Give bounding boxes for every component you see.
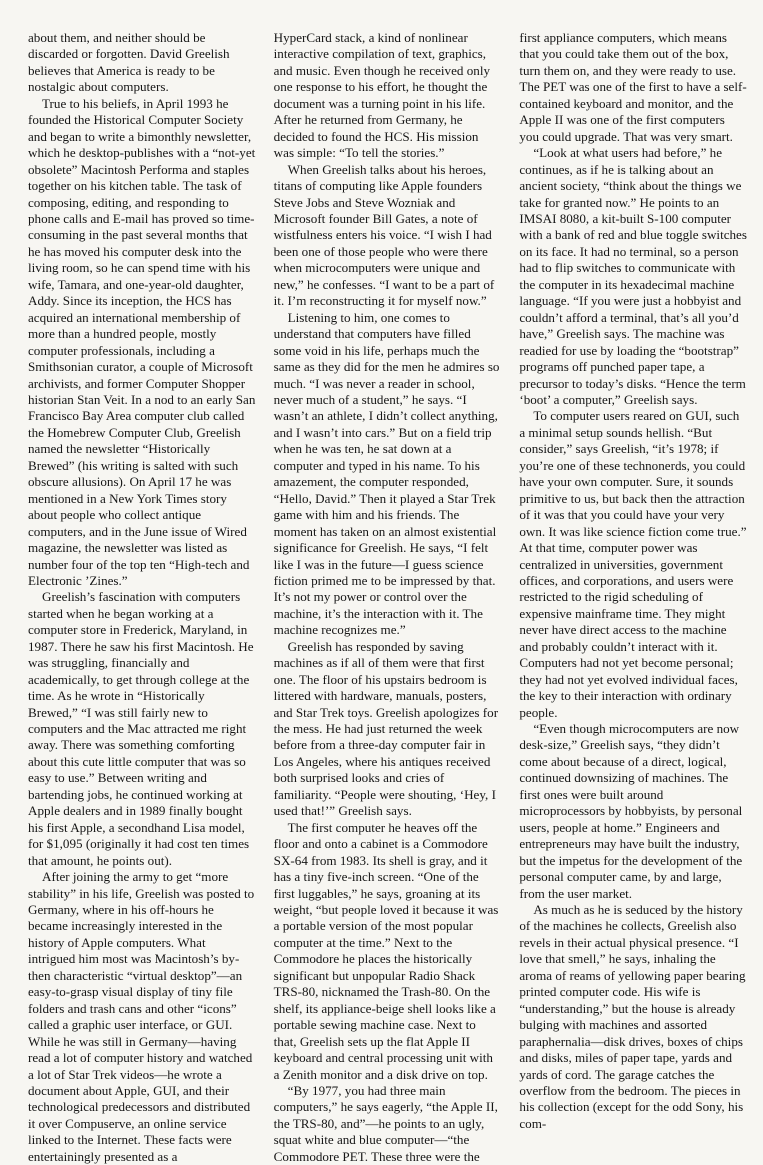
paragraph: True to his beliefs, in April 1993 he founded the Historical Computer Society and began to write a bimonthly newsletter, which he desktop-publishes with a “not-yet obsolete” Macintosh Performa and staples together on his kitchen table. The task of composing, editing, and responding to phone calls and E-mail has proved so time-consuming in the past several months that he has moved his computer desk into the living room, so he can spend time with his wife, Tamara, and one-year-old daughter, Addy. Since its inception, the HCS has acquired an international membership of more than a hundred people, mostly computer professionals, including a Smithsonian curator, a couple of Microsoft archivists, and former Computer Shopper historian Stan Veit. In a nod to an early San Francisco Bay Area computer club called the Homebrew Computer Club, Greelish named the newsletter “Historically Brewed” (his writing is salted with such obscure allusions). On April 17 he was mentioned in a New York Times story about people who collect antique computers, and in the June issue of Wired magazine, the newsletter was listed as number four of the top ten “High-tech and Electronic ’Zines.” bbox=[28, 95, 256, 588]
paragraph: After joining the army to get “more stability” in his life, Greelish was posted to Germany, where in his off-hours he became increasingly interested in the history of Apple computers. What intrigued him most was Macintosh’s by-then characteristic “virtual desktop”—an easy-to-grasp visual display of tiny file folders and trash cans and other “icons” called a graphic user interface, or GUI. While he was still in Germany—having read a lot of computer history and watched a lot of Star Trek videos—he wrote a document about Apple, GUI, and their technological predecessors and distributed it over Compuserve, an online service linked to the Internet. These facts were entertainingly presented as a bbox=[28, 869, 255, 1164]
paragraph: Greelish has responded by saving machines as if all of them were that first one. The floor of his upstairs bedroom is littered with hardware, manuals, posters, and Star Trek toys. Greelish apologizes for the mess. He had just returned the week before from a three-day computer fair in Los Angeles, where his antiques received both surprised looks and cries of familiarity. “People were shouting, ‘Hey, I used that!’” Greelish says. bbox=[273, 638, 499, 819]
paragraph: “Look at what users had before,” he continues, as if he is talking about an ancient society, “think about the things we take for granted now.” He points to an IMSAI 8080, a kit-built S-100 computer with a bank of red and blue toggle switches on its face. It had no terminal, so a person had to flip switches to communicate with the computer in its hexadecimal machine language. “If you were just a hobbyist and couldn’t afford a terminal, that’s all you’d have,” Greelish says. The machine was readied for use by loading the “bootstrap” programs off punched paper tape, a precursor to today’s disks. “Hence the term ‘boot’ a computer,” Greelish says. bbox=[519, 145, 747, 407]
paragraph: The first computer he heaves off the floor and onto a cabinet is a Commodore SX-64 from 1983. Its shell is gray, and it has a tiny five-inch screen. “One of the first luggables,” he says, groaning at its weight, “but people loved it because it was a portable version of the most popular computer at the time.” Next to the Commodore he places the historically significant but unpopular Radio Shack TRS-80, nicknamed the Trash-80. On the shelf, its appliance-beige shell looks like a portable sewing machine case. Next to that, Greelish sets up the flat Apple II keyboard and central processing unit with a Zenith monitor and a disk drive on top. bbox=[273, 819, 499, 1082]
column-1 bbox=[28, 30, 256, 1164]
paragraph: “By 1977, you had three main computers,” he says eagerly, “the Apple II, the TRS-80, and”—he points to an ugly, squat white and blue computer—“the Commodore PET. These three were the bbox=[273, 1083, 498, 1164]
paragraph: first appliance computers, which means that you could take them out of the box, turn them on, and they were ready to use. The PET was one of the first to have a self-contained keyboard and monitor, and the Apple II was one of the first computers you could upgrade. That was very smart. bbox=[519, 30, 747, 144]
paragraph: To computer users reared on GUI, such a minimal setup sounds hellish. “But consider,” says Greelish, “it’s 1978; if you’re one of these technonerds, you could have your own computer. Sure, it sounds primitive to us, but back then the attraction of it was that you could have your very own. It was like science fiction come true.” At that time, computer power was centralized in universities, government offices, and corporations, and users were restricted to the rigid scheduling of expensive mainframe time. They might never have direct access to the machine and probably couldn’t interact with it. Computers had not yet become personal; they had not yet evolved individual faces, the key to their interaction with ordinary people. bbox=[519, 408, 747, 720]
paragraph: When Greelish talks about his heroes, titans of computing like Apple founders Steve Jobs and Steve Wozniak and Microsoft founder Bill Gates, a note of wistfulness enters his voice. “I wish I had been one of those people who were there when microcomputers were unique and new,” he confesses. “I want to be a part of it. I’m reconstructing it for myself now.” bbox=[273, 161, 495, 309]
column-2 bbox=[273, 30, 502, 1164]
paragraph: about them, and neither should be discarded or forgotten. David Greelish believes that America is ready to be nostalgic about computers. bbox=[28, 30, 230, 95]
paragraph: “Even though microcomputers are now desk-size,” Greelish says, “they didn’t come about because of a direct, logical, continued downsizing of machines. The first ones were built around microprocessors by hobbyists, by personal users, people at home.” Engineers and entrepreneurs may have built the industry, but the impetus for the development of the personal computer came, by and large, from the user market. bbox=[519, 721, 743, 901]
paragraph: Greelish’s fascination with computers started when he began working at a computer store in Frederick, Maryland, in 1987. There he saw his first Macintosh. He was struggling, financially and academically, to get through college at the time. As he wrote in “Historically Brewed,” “I was still fairly new to computers and the Mac attracted me right away. There was something comforting about this cute little computer that was so easy to use.” Between writing and bartending jobs, he continued working at Apple dealers and in 1989 finally bought his first Apple, a secondhand Lisa model, for $1,095 (originally it had cost ten times that amount, he points out). bbox=[28, 589, 254, 868]
paragraph: HyperCard stack, a kind of nonlinear interactive compilation of text, graphics, and music. Even though he received only one response to his effort, he thought the document was a turning point in his life. After he returned from Germany, he decided to found the HCS. His mission was simple: “To tell the stories.” bbox=[273, 30, 491, 161]
paragraph: Listening to him, one comes to understand that computers have filled some void in his life, perhaps much the same as they did for the men he admires so much. “I was never a reader in school, never much of a student,” he says. “I wasn’t an athlete, I didn’t collect anything, and I wasn’t into cars.” But on a field trip when he was ten, he sat down at a computer and typed in his name. To his amazement, the computer responded, “Hello, David.” Then it played a Star Trek game with him and his friends. The moment has taken on an almost existential significance for Greelish. He says, “I felt like I was in the future—I guess science fiction primed me to be impressed by that. It’s not my power or control over the machine, it’s the interaction with it. The machine recognizes me.” bbox=[273, 309, 500, 638]
article-columns bbox=[28, 30, 747, 1164]
paragraph: As much as he is seduced by the history of the machines he collects, Greelish also revels in their actual physical presence. “I love that smell,” he says, inhaling the aroma of reams of yellowing paper bearing printed computer code. His wife is “understanding,” but the house is already bulging with machines and assorted paraphernalia—disk drives, boxes of chips and disks, miles of paper tape, yards and yards of cord. The garage catches the overflow from the bedroom. The pieces in his collection (except for the odd Sony, his com- bbox=[519, 902, 746, 1131]
column-3 bbox=[519, 30, 747, 1131]
